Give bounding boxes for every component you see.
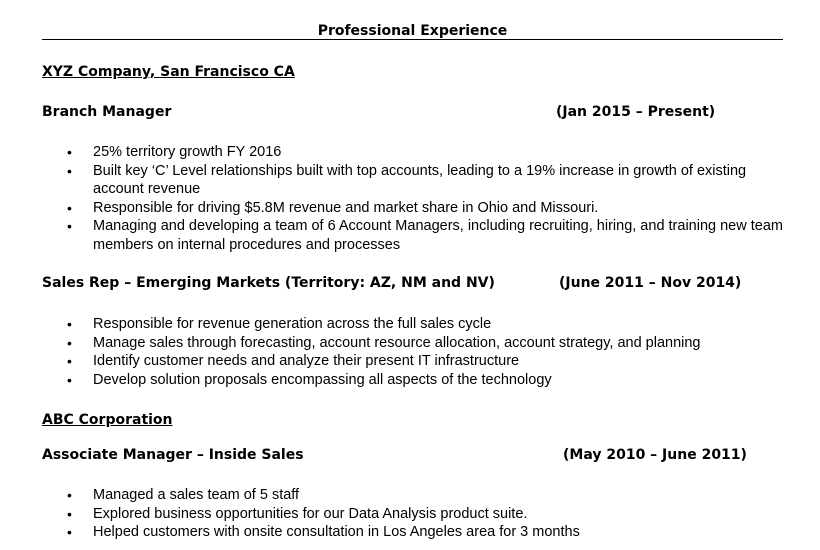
job-dates: (June 2011 – Nov 2014) bbox=[559, 275, 742, 291]
bullet-list bbox=[0, 143, 800, 254]
bullet-list bbox=[0, 486, 800, 542]
list-item: • Managed a sales team of 5 staff bbox=[0, 486, 788, 505]
list-item: • Responsible for revenue generation across the full sales cycle bbox=[0, 315, 788, 334]
list-item: • Identify customer needs and analyze their present IT infrastructure bbox=[0, 352, 788, 371]
list-item: • Responsible for driving $5.8M revenue and market share in Ohio and Missouri. bbox=[0, 199, 788, 218]
list-item: • Built key ‘C’ Level relationships built with top accounts, leading to a 19% increase in growth of existing account revenue bbox=[0, 162, 788, 199]
company-name: XYZ Company, San Francisco CA bbox=[42, 64, 295, 80]
bullet-list bbox=[0, 315, 800, 389]
job-dates: (May 2010 – June 2011) bbox=[563, 447, 747, 463]
job-title: Branch Manager bbox=[42, 104, 172, 120]
list-item: • Managing and developing a team of 6 Account Managers, including recruiting, hiring, and training new team members on internal procedures and processes bbox=[0, 217, 788, 254]
job-title: Associate Manager – Inside Sales bbox=[42, 447, 304, 463]
list-item: • Develop solution proposals encompassing all aspects of the technology bbox=[0, 371, 788, 390]
job-dates: (Jan 2015 – Present) bbox=[556, 104, 716, 120]
list-item: • 25% territory growth FY 2016 bbox=[0, 143, 788, 162]
company-name: ABC Corporation bbox=[42, 412, 173, 428]
list-item: • Helped customers with onsite consultation in Los Angeles area for 3 months bbox=[0, 523, 788, 542]
job-title: Sales Rep – Emerging Markets (Territory: AZ, NM and NV) bbox=[42, 275, 495, 291]
list-item: • Manage sales through forecasting, account resource allocation, account strategy, and planning bbox=[0, 334, 788, 353]
list-item: • Explored business opportunities for our Data Analysis product suite. bbox=[0, 505, 788, 524]
section-title: Professional Experience bbox=[42, 21, 783, 40]
